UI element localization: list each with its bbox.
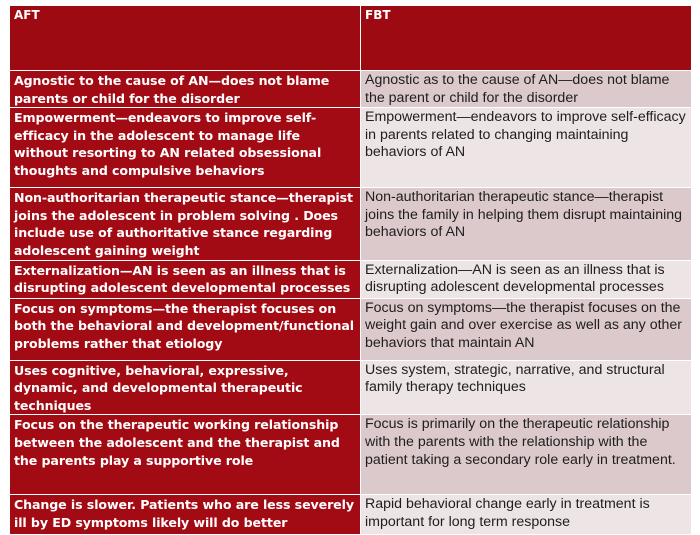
table-row xyxy=(10,360,692,415)
aft-cell: Agnostic to the cause of AN—does not blame parents or child for the disorder xyxy=(10,71,361,108)
aft-cell: Externalization—AN is seen as an illness that is disrupting adolescent developmental processes xyxy=(10,260,361,298)
fbt-cell: Non-authoritarian therapeutic stance—therapist joins the family in helping them disrupt maintaining behaviors of AN xyxy=(361,188,692,260)
fbt-cell: Focus on symptoms—the therapist focuses on the weight gain and over exercise as well as any other behaviors that maintain AN xyxy=(361,298,692,360)
table-row xyxy=(10,260,692,298)
header-aft: AFT xyxy=(10,6,361,71)
table-row xyxy=(10,495,692,535)
table-row xyxy=(10,108,692,188)
table-row xyxy=(10,188,692,260)
table-row xyxy=(10,415,692,495)
fbt-cell: Focus is primarily on the therapeutic relationship with the parents with the relationship with the patient taking a secondary role early in treatment. xyxy=(361,415,692,495)
fbt-cell: Agnostic as to the cause of AN—does not blame the parent or child for the disorder xyxy=(361,71,692,108)
fbt-cell: Rapid behavioral change early in treatment is important for long term response xyxy=(361,495,692,535)
header-fbt: FBT xyxy=(361,6,692,71)
comparison-table xyxy=(9,5,692,535)
aft-cell: Uses cognitive, behavioral, expressive, dynamic, and developmental therapeutic techniques xyxy=(10,360,361,415)
fbt-cell: Uses system, strategic, narrative, and structural family therapy techniques xyxy=(361,360,692,415)
aft-cell: Focus on the therapeutic working relationship between the adolescent and the therapist and the parents play a supportive role xyxy=(10,415,361,495)
fbt-cell: Empowerment—endeavors to improve self-efficacy in parents related to changing maintaining behaviors of AN xyxy=(361,108,692,188)
header-row xyxy=(10,6,692,71)
aft-cell: Focus on symptoms—the therapist focuses on both the behavioral and development/functional problems rather that etiology xyxy=(10,298,361,360)
aft-cell: Change is slower. Patients who are less severely ill by ED symptoms likely will do better xyxy=(10,495,361,535)
table-row xyxy=(10,71,692,108)
fbt-cell: Externalization—AN is seen as an illness that is disrupting adolescent developmental processes xyxy=(361,260,692,298)
aft-cell: Non-authoritarian therapeutic stance—therapist joins the adolescent in problem solving . Does include use of authoritative stance regarding adolescent gaining weight xyxy=(10,188,361,260)
table-row xyxy=(10,298,692,360)
aft-cell: Empowerment—endeavors to improve self-efficacy in the adolescent to manage life without resorting to AN related obsessional thoughts and compulsive behaviors xyxy=(10,108,361,188)
